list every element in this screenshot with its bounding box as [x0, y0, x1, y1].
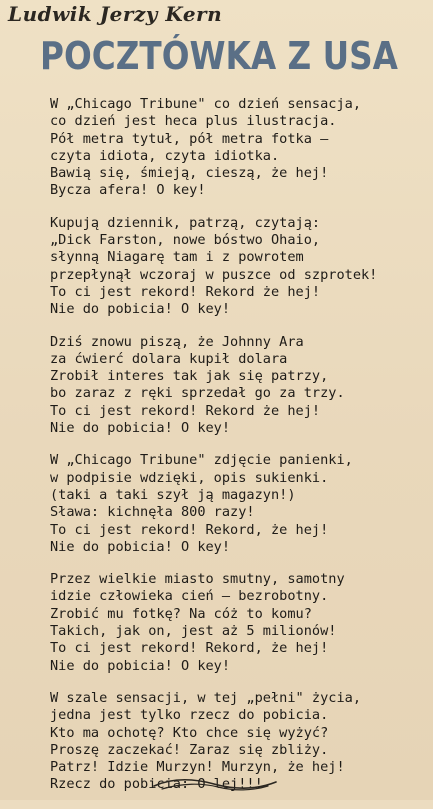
- poem-line: (taki a taki szył ją magazyn!): [50, 486, 296, 503]
- poem-line: słynną Niagarę tam i z powrotem: [50, 249, 304, 266]
- poem-line: Proszę zaczekać! Zaraz się zbliży.: [50, 741, 329, 758]
- author-name: Ludwik Jerzy Kern: [8, 2, 223, 26]
- poem-line: Sława: kichnęła 800 razy!: [50, 504, 255, 521]
- stanza-1: [50, 96, 430, 200]
- poem-line: Nie do pobicia! O key!: [50, 657, 231, 674]
- poem-line: Bawią się, śmieją, cieszą, że hej!: [50, 165, 329, 182]
- poem-line: Zrobił interes tak jak się patrzy,: [50, 368, 329, 385]
- poem-line: idzie człowieka cień — bezrobotny.: [50, 588, 329, 605]
- poem-line: czyta idiota, czyta idiotka.: [50, 147, 280, 164]
- poem-line: w podpisie wdzięki, opis sukienki.: [50, 469, 329, 486]
- poem-line: To ci jest rekord! Rekord, że hej!: [50, 640, 329, 657]
- poem-line: Nie do pobicia! O key!: [50, 420, 231, 437]
- poem-line: Przez wielkie miasto smutny, samotny: [50, 571, 345, 588]
- poem-line: Bycza afera! O key!: [50, 182, 206, 199]
- poem-line: Rzecz do pobicia: O lej!!!: [50, 776, 263, 793]
- poem-line: To ci jest rekord! Rekord że hej!: [50, 402, 321, 419]
- poem-line: To ci jest rekord! Rekord, że hej!: [50, 521, 329, 538]
- stanza-3: [50, 334, 430, 438]
- poem-line: jedna jest tylko rzecz do pobicia.: [50, 707, 329, 724]
- poem-line: Patrz! Idzie Murzyn! Murzyn, że hej!: [50, 759, 345, 776]
- poem-line: Nie do pobicia! O key!: [50, 538, 231, 555]
- poem-line: W „Chicago Tribune" co dzień sensacja,: [50, 96, 361, 112]
- poem-line: Nie do pobicia! O key!: [50, 301, 231, 318]
- poem-line: Kupują dziennik, patrzą, czytają:: [50, 214, 321, 231]
- poem-body: [50, 96, 430, 809]
- poem-line: To ci jest rekord! Rekord że hej!: [50, 283, 321, 300]
- stanza-2: [50, 215, 430, 319]
- poem-title: POCZTÓWKA Z USA: [40, 34, 398, 78]
- poem-line: przepłynął wczoraj w puszce od szprotek!: [50, 266, 378, 283]
- poem-line: Kto ma ochotę? Kto chce się wyżyć?: [50, 724, 329, 741]
- poem-line: „Dick Farston, nowe bóstwo Ohaio,: [50, 232, 321, 249]
- wavy-ornament-icon: [152, 774, 278, 794]
- poem-line: co dzień jest heca plus ilustracja.: [50, 113, 337, 130]
- poem-line: Dziś znowu piszą, że Johnny Ara: [50, 333, 304, 350]
- poem-line: Pół metra tytuł, pół metra fotka —: [50, 130, 329, 147]
- stanza-4: [50, 452, 430, 556]
- poem-line: za ćwierć dolara kupił dolara: [50, 350, 288, 367]
- stanza-5: [50, 571, 430, 675]
- poem-line: W szale sensacji, w tej „pełni" życia,: [50, 689, 361, 706]
- poem-line: bo zaraz z ręki sprzedał go za trzy.: [50, 385, 345, 402]
- poem-line: Takich, jak on, jest aż 5 milionów!: [50, 623, 337, 640]
- poem-line: Zrobić mu fotkę? Na cóż to komu?: [50, 605, 312, 622]
- poem-line: W „Chicago Tribune" zdjęcie panienki,: [50, 452, 353, 469]
